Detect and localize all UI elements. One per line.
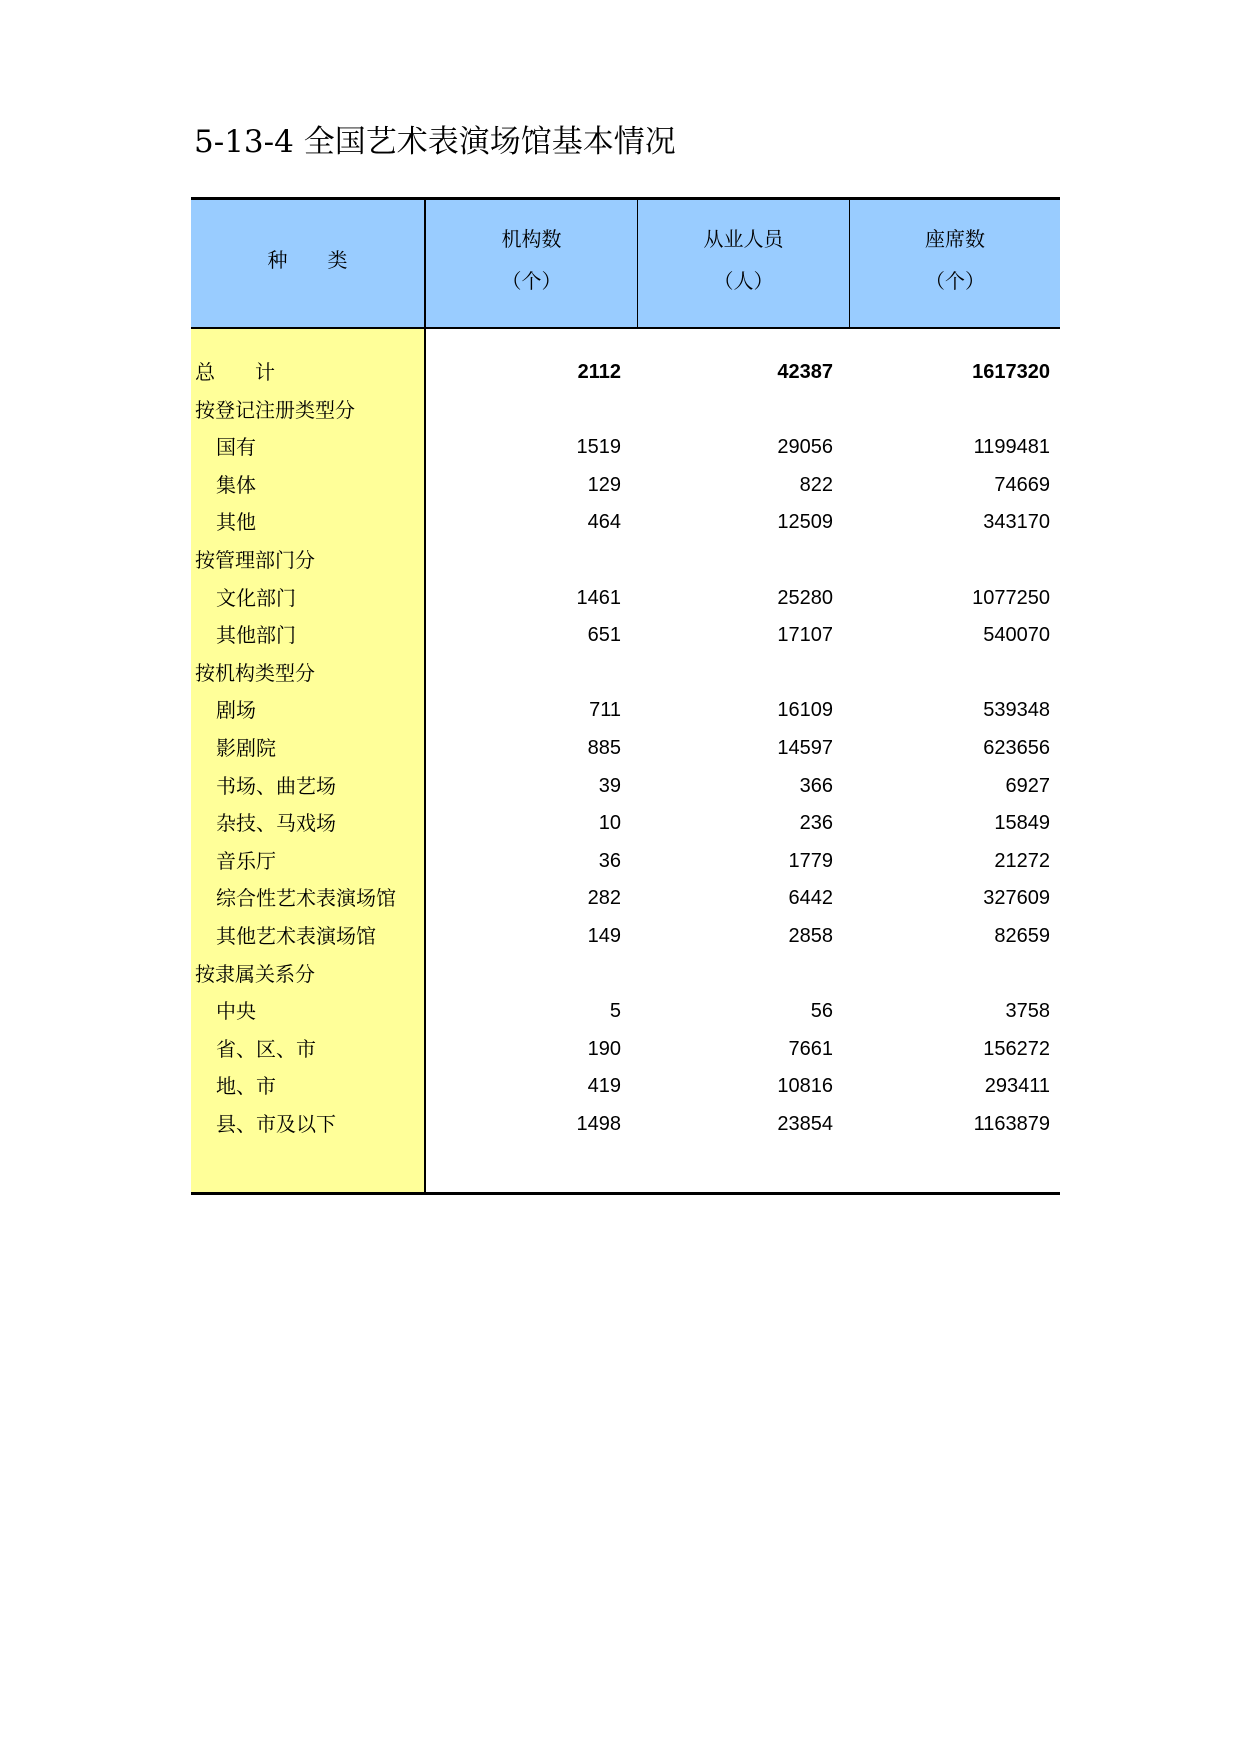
header-col-unit: （个） bbox=[925, 269, 985, 293]
row-label: 中央 bbox=[216, 999, 256, 1024]
row-label: 按隶属关系分 bbox=[195, 961, 315, 986]
table-row bbox=[191, 467, 1060, 505]
row-value: 14597 bbox=[777, 737, 833, 759]
row-label: 文化部门 bbox=[216, 585, 296, 610]
row-value: 16109 bbox=[777, 699, 833, 722]
row-value bbox=[638, 956, 833, 994]
header-col-name: 机构数 bbox=[501, 227, 562, 251]
row-value: 236 bbox=[799, 812, 833, 835]
table-row bbox=[191, 956, 1060, 994]
row-value: 25280 bbox=[777, 586, 833, 609]
row-value: 10816 bbox=[777, 1075, 833, 1098]
row-value: 23854 bbox=[777, 1113, 833, 1135]
row-value: 5 bbox=[609, 1000, 621, 1023]
row-value: 190 bbox=[587, 1037, 621, 1060]
table-row bbox=[191, 692, 1060, 730]
row-value: 42387 bbox=[777, 361, 833, 383]
row-value: 366 bbox=[799, 774, 833, 797]
row-value: 822 bbox=[799, 473, 833, 496]
row-label: 音乐厅 bbox=[216, 848, 276, 873]
row-label: 综合性艺术表演场馆 bbox=[216, 886, 396, 911]
row-value: 2858 bbox=[788, 925, 833, 947]
row-value: 10 bbox=[598, 812, 621, 835]
row-label: 其他 bbox=[216, 510, 256, 535]
statistics-table bbox=[191, 197, 1060, 1197]
row-value: 56 bbox=[810, 1000, 833, 1023]
header-col-name: 从业人员 bbox=[703, 227, 784, 251]
row-label: 国有 bbox=[216, 435, 256, 460]
row-value: 419 bbox=[587, 1075, 621, 1098]
row-label: 其他部门 bbox=[216, 623, 296, 648]
header-col-institutions bbox=[426, 200, 637, 327]
row-value: 15849 bbox=[994, 812, 1050, 835]
row-label: 影剧院 bbox=[216, 736, 276, 760]
row-value: 39 bbox=[598, 774, 621, 797]
table-row bbox=[191, 504, 1060, 542]
row-value: 21272 bbox=[994, 849, 1050, 872]
header-kind-label: 种 类 bbox=[267, 248, 348, 272]
row-value: 7661 bbox=[788, 1037, 833, 1060]
header-col-name: 座席数 bbox=[925, 227, 985, 251]
row-value bbox=[638, 542, 833, 580]
row-value: 651 bbox=[587, 624, 621, 647]
row-value: 282 bbox=[587, 887, 621, 910]
table-row bbox=[191, 617, 1060, 655]
row-value: 711 bbox=[589, 699, 621, 722]
row-value: 1617320 bbox=[972, 361, 1050, 383]
row-value: 2112 bbox=[577, 361, 621, 383]
table-row bbox=[191, 429, 1060, 467]
row-value: 149 bbox=[587, 925, 621, 947]
table-row bbox=[191, 918, 1060, 956]
table-row bbox=[191, 768, 1060, 806]
row-value: 129 bbox=[587, 473, 621, 496]
row-value: 1519 bbox=[576, 436, 621, 459]
row-value: 327609 bbox=[983, 887, 1050, 910]
table-row bbox=[191, 843, 1060, 881]
row-value: 1461 bbox=[576, 586, 621, 609]
row-value bbox=[426, 956, 621, 994]
row-value: 343170 bbox=[983, 511, 1050, 534]
header-kind bbox=[191, 200, 424, 327]
row-value: 36 bbox=[598, 849, 621, 872]
row-value: 293411 bbox=[984, 1075, 1050, 1098]
row-label: 按机构类型分 bbox=[195, 660, 315, 685]
page-title: 5-13-4 全国艺术表演场馆基本情况 bbox=[194, 124, 676, 160]
row-value bbox=[850, 542, 1050, 580]
row-value bbox=[426, 392, 621, 430]
table-bottom-rule bbox=[191, 1192, 1060, 1195]
row-label: 总 计 bbox=[195, 360, 275, 384]
header-col-unit: （人） bbox=[713, 269, 774, 293]
row-value: 1199481 bbox=[973, 436, 1050, 459]
row-label: 省、区、市 bbox=[216, 1036, 316, 1061]
header-col-employees bbox=[638, 200, 849, 327]
row-label: 书场、曲艺场 bbox=[216, 773, 336, 798]
row-value: 1163879 bbox=[973, 1113, 1050, 1135]
row-value bbox=[426, 655, 621, 693]
row-value: 6442 bbox=[788, 887, 833, 910]
table-row bbox=[191, 1068, 1060, 1106]
table-row bbox=[191, 655, 1060, 693]
row-value: 1077250 bbox=[972, 586, 1050, 609]
row-value: 539348 bbox=[983, 699, 1050, 722]
row-value: 29056 bbox=[777, 436, 833, 459]
table-row bbox=[191, 805, 1060, 843]
row-value: 74669 bbox=[994, 473, 1050, 496]
row-value bbox=[850, 655, 1050, 693]
row-label: 地、市 bbox=[216, 1074, 276, 1099]
row-value bbox=[850, 392, 1050, 430]
row-value: 82659 bbox=[994, 925, 1050, 947]
row-label: 按登记注册类型分 bbox=[195, 397, 355, 422]
row-value bbox=[850, 956, 1050, 994]
row-value: 623656 bbox=[983, 737, 1050, 759]
row-value: 17107 bbox=[777, 624, 833, 647]
row-label: 县、市及以下 bbox=[216, 1112, 336, 1136]
row-label: 其他艺术表演场馆 bbox=[216, 924, 376, 948]
row-value bbox=[638, 655, 833, 693]
row-value: 3758 bbox=[1005, 1000, 1050, 1023]
row-value: 12509 bbox=[777, 511, 833, 534]
row-label: 杂技、马戏场 bbox=[216, 811, 336, 836]
row-value: 1498 bbox=[576, 1113, 621, 1135]
row-label: 按管理部门分 bbox=[195, 548, 315, 572]
row-label: 集体 bbox=[216, 472, 256, 497]
row-value: 156272 bbox=[983, 1037, 1050, 1060]
header-col-seats bbox=[850, 200, 1060, 327]
table-row bbox=[191, 993, 1060, 1031]
table-row bbox=[191, 392, 1060, 430]
table-row bbox=[191, 354, 1060, 392]
table-row bbox=[191, 730, 1060, 768]
row-value: 464 bbox=[587, 511, 621, 534]
table-row bbox=[191, 542, 1060, 580]
row-label: 剧场 bbox=[216, 698, 256, 723]
table-row bbox=[191, 880, 1060, 918]
row-value: 885 bbox=[587, 737, 621, 759]
row-value: 540070 bbox=[983, 624, 1050, 647]
row-value: 1779 bbox=[788, 849, 833, 872]
table-row bbox=[191, 1106, 1060, 1144]
row-value: 6927 bbox=[1005, 774, 1050, 797]
header-col-unit: （个） bbox=[501, 269, 562, 293]
table-row bbox=[191, 580, 1060, 618]
row-value bbox=[638, 392, 833, 430]
table-row bbox=[191, 1031, 1060, 1069]
row-value bbox=[426, 542, 621, 580]
